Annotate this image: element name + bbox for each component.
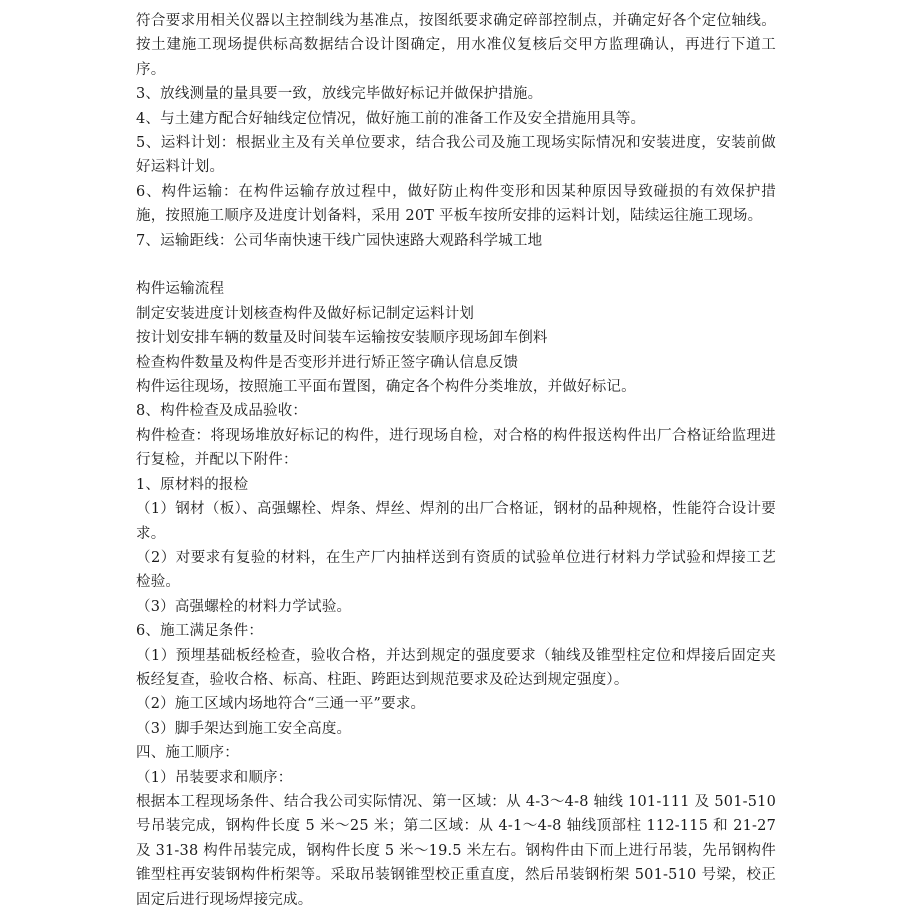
paragraph-item-5: 5、运料计划：根据业主及有关单位要求，结合我公司及施工现场实际情况和安装进度，安装前做好运料计划。 <box>136 135 776 176</box>
paragraph-condition-1: （1）预埋基础板经检查，验收合格，并达到规定的强度要求（轴线及锥型柱定位和焊接后固定夹板经复查，验收合格、标高、柱距、跨距达到规范要求及砼达到规定强度）。 <box>136 647 776 688</box>
flow-step-1: 制定安装进度计划核查构件及做好标记制定运料计划 <box>136 305 475 322</box>
paragraph-axis-positioning: 符合要求用相关仪器以主控制线为基准点，按图纸要求确定碎部控制点，并确定好各个定位轴线。按土建施工现场提供标高数据结合设计图确定，用水准仪复核后交甲方监理确认，再进行下道工序。 <box>136 13 776 78</box>
flow-step-2: 按计划安排车辆的数量及时间装车运输按安装顺序现场卸车倒料 <box>136 330 548 347</box>
paragraph-raw-material-3: （3）高强螺栓的材料力学试验。 <box>136 598 352 615</box>
paragraph-construction-conditions: 6、施工满足条件： <box>136 623 264 640</box>
paragraph-lifting-details: 根据本工程现场条件、结合我公司实际情况、第一区域：从 4-3～4-8 轴线 101-111 及 501-510 号吊装完成，钢构件长度 5 米～25 米；第二区域：从 4-1～4-8 轴线顶部柱 112-115 和 21-27 及 31-38 构件吊装完成，钢构件长度 5 米～19.5 米左右。钢构件由下而上进行吊装，先吊钢构件锥型柱再安装钢构件桁架等。采取吊装钢锥型校正重直度，然后吊装钢桁架 501-510 号梁，校正固定后进行现场焊接完成。 <box>136 793 776 908</box>
paragraph-lifting-requirements: （1）吊装要求和顺序： <box>136 769 293 786</box>
paragraph-condition-2: （2）施工区域内场地符合“三通一平”要求。 <box>136 696 426 713</box>
paragraph-component-inspection: 构件检查：将现场堆放好标记的构件，进行现场自检，对合格的构件报送构件出厂合格证给监理进行复检，并配以下附件： <box>136 427 776 469</box>
paragraph-item-6: 6、构件运输：在构件运输存放过程中，做好防止构件变形和因某种原因导致碰损的有效保护措施，按照施工顺序及进度计划备料，采用 20T 平板车按所安排的运料计划，陆续运往施工现场。 <box>136 183 776 225</box>
section-heading-transport-flow: 构件运输流程 <box>136 281 225 298</box>
flow-step-4: 构件运往现场，按照施工平面布置图，确定各个构件分类堆放，并做好标记。 <box>136 379 636 396</box>
paragraph-raw-material-2: （2）对要求有复验的材料，在生产厂内抽样送到有资质的试验单位进行材料力学试验和焊接工艺检验。 <box>136 549 776 591</box>
paragraph-raw-material: 1、原材料的报检 <box>136 476 249 493</box>
paragraph-item-4: 4、与土建方配合好轴线定位情况，做好施工前的准备工作及安全措施用具等。 <box>136 110 646 127</box>
paragraph-condition-3: （3）脚手架达到施工安全高度。 <box>136 720 352 737</box>
paragraph-item-7: 7、运输距线：公司华南快速干线广园快速路大观路科学城工地 <box>136 232 543 249</box>
section-heading-construction-order: 四、施工顺序： <box>136 745 239 762</box>
flow-step-3: 检查构件数量及构件是否变形并进行矫正签字确认信息反馈 <box>136 354 519 371</box>
paragraph-raw-material-1: （1）钢材（板）、高强螺栓、焊条、焊丝、焊剂的出厂合格证，钢材的品种规格，性能符合设计要求。 <box>136 501 776 542</box>
paragraph-item-8: 8、构件检查及成品验收： <box>136 403 308 420</box>
paragraph-item-3: 3、放线测量的量具要一致，放线完毕做好标记并做保护措施。 <box>136 86 543 103</box>
document-body <box>136 9 776 912</box>
blank-line <box>136 253 776 277</box>
